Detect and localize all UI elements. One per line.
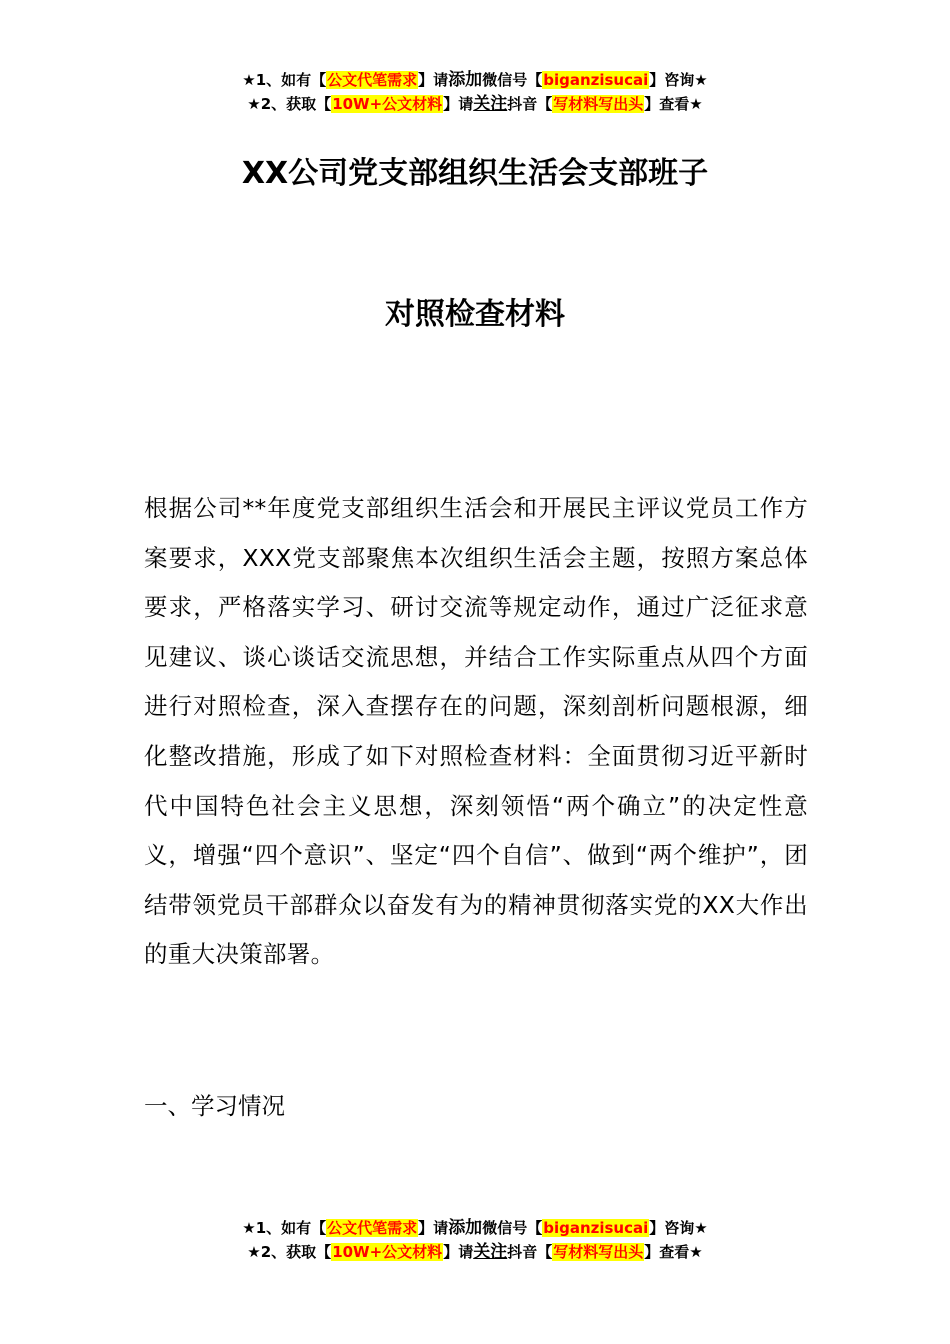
highlight-service: 公文代笔需求: [327, 1219, 418, 1237]
banner-text: 】查看★: [644, 1243, 703, 1261]
banner-line-1: [0, 68, 950, 92]
banner-text: 抖音【: [507, 95, 553, 113]
banner-line-2: [0, 92, 950, 116]
highlight-service: 公文代笔需求: [327, 71, 418, 89]
banner-text: 】咨询★: [649, 1219, 708, 1237]
banner-text: 】查看★: [644, 95, 703, 113]
highlight-wechat-id: biganzisucai: [543, 1219, 649, 1237]
banner-text: ★2、获取【: [247, 95, 332, 113]
banner-text: ★1、如有【: [242, 1219, 327, 1237]
highlight-douyin-account: 写材料写出头: [553, 1243, 644, 1261]
banner-text: 微信号【: [482, 71, 543, 89]
banner-text: 】请: [443, 95, 474, 113]
emphasis-text: 关注: [473, 94, 508, 114]
highlight-materials: 10W+公文材料: [332, 1243, 443, 1261]
section-heading: 一、学习情况: [144, 1092, 285, 1120]
emphasis-text: 添加: [448, 70, 483, 90]
banner-text: 】请: [418, 1219, 449, 1237]
banner-text: 】咨询★: [649, 71, 708, 89]
banner-text: ★1、如有【: [242, 71, 327, 89]
footer-banner: [0, 1216, 950, 1264]
banner-text: 】请: [418, 71, 449, 89]
document-title-line-2: 对照检查材料: [385, 297, 565, 332]
banner-text: 】请: [443, 1243, 474, 1261]
banner-line-2: [0, 1240, 950, 1264]
banner-text: 微信号【: [482, 1219, 543, 1237]
highlight-wechat-id: biganzisucai: [543, 71, 649, 89]
body-paragraph: 根据公司**年度党支部组织生活会和开展民主评议党员工作方案要求，XXX党支部聚焦本次组织生活会主题，按照方案总体要求，严格落实学习、研讨交流等规定动作，通过广泛征求意见建议、谈心谈话交流思想，并结合工作实际重点从四个方面进行对照检查，深入查摆存在的问题，深刻剖析问题根源，细化整改措施，形成了如下对照检查材料：全面贯彻习近平新时代中国特色社会主义思想，深刻领悟“两个确立”的决定性意义，增强“四个意识”、坚定“四个自信”、做到“两个维护”，团结带领党员干部群众以奋发有为的精神贯彻落实党的XX大作出的重大决策部署。: [144, 494, 808, 969]
document-title-line-1: XX公司党支部组织生活会支部班子: [241, 156, 709, 191]
emphasis-text: 添加: [448, 1218, 483, 1238]
banner-line-1: [0, 1216, 950, 1240]
banner-text: 抖音【: [507, 1243, 553, 1261]
header-banner: [0, 68, 950, 116]
emphasis-text: 关注: [473, 1242, 508, 1262]
highlight-materials: 10W+公文材料: [332, 95, 443, 113]
banner-text: ★2、获取【: [247, 1243, 332, 1261]
highlight-douyin-account: 写材料写出头: [553, 95, 644, 113]
